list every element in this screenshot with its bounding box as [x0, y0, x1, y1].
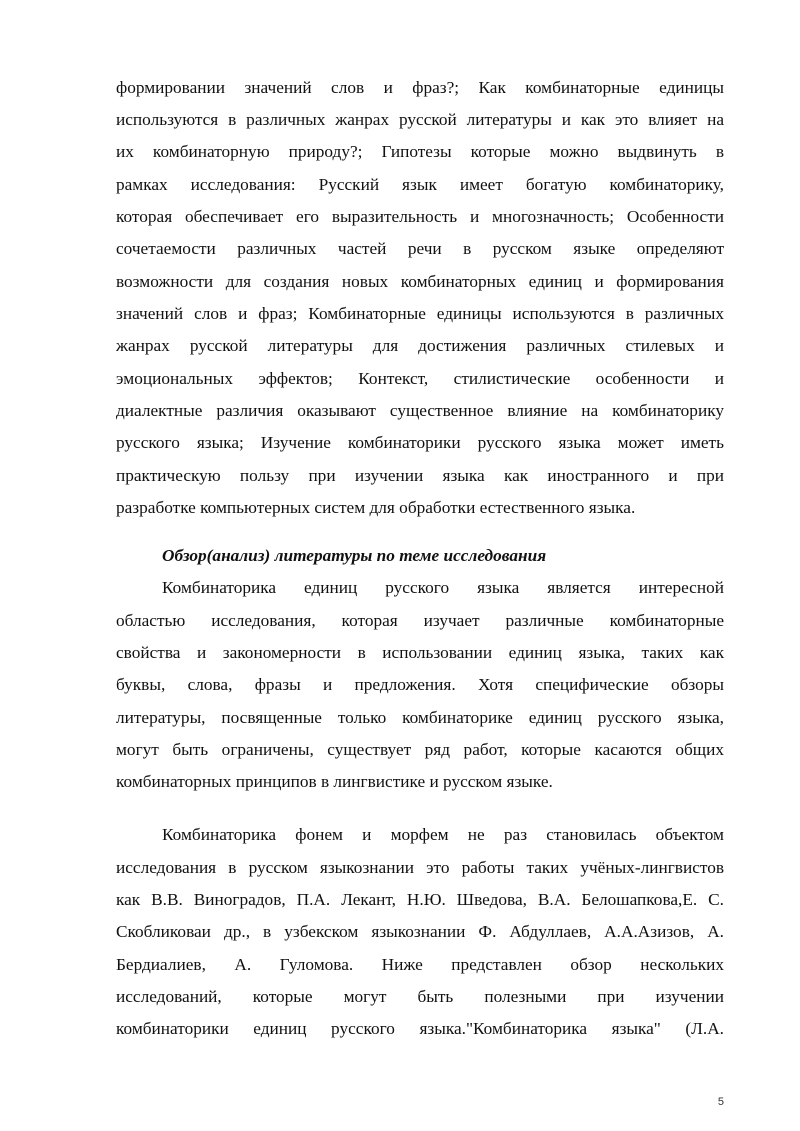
paragraph-line: исследования в русском языкознании это работы таких учёных-лингвистов: [116, 858, 724, 877]
paragraph-line: эмоциональных эффектов; Контекст, стилистические особенности и: [116, 369, 724, 388]
paragraph-line: Комбинаторика фонем и морфем не раз становилась объектом: [162, 825, 724, 844]
paragraph-line: свойства и закономерности в использовании единиц языка, таких как: [116, 643, 724, 662]
paragraph-line: формировании значений слов и фраз?; Как комбинаторные единицы: [116, 78, 724, 97]
paragraph-line: практическую пользу при изучении языка как иностранного и при: [116, 466, 724, 485]
paragraph-line: комбинаторных принципов в лингвистике и русском языке.: [116, 772, 553, 791]
paragraph-line: возможности для создания новых комбинаторных единиц и формирования: [116, 272, 724, 291]
paragraph-line: рамках исследования: Русский язык имеет богатую комбинаторику,: [116, 175, 724, 194]
paragraph-line: значений слов и фраз; Комбинаторные единицы используются в различных: [116, 304, 724, 323]
paragraph-line: исследований, которые могут быть полезными при изучении: [116, 987, 724, 1006]
paragraph-line: Скобликоваи др., в узбекском языкознании Ф. Абдуллаев, А.А.Азизов, А.: [116, 922, 724, 941]
paragraph-line: буквы, слова, фразы и предложения. Хотя специфические обзоры: [116, 675, 724, 694]
paragraph-line: могут быть ограничены, существует ряд работ, которые касаются общих: [116, 740, 724, 759]
paragraph-line: литературы, посвященные только комбинаторике единиц русского языка,: [116, 708, 724, 727]
paragraph-line: русского языка; Изучение комбинаторики русского языка может иметь: [116, 433, 724, 452]
paragraph-line: областью исследования, которая изучает различные комбинаторные: [116, 611, 724, 630]
paragraph-line: жанрах русской литературы для достижения различных стилевых и: [116, 336, 724, 355]
paragraph-line: разработке компьютерных систем для обработки естественного языка.: [116, 498, 636, 517]
paragraph-line: их комбинаторную природу?; Гипотезы которые можно выдвинуть в: [116, 142, 724, 161]
paragraph-line: Бердиалиев, А. Гуломова. Ниже представлен обзор нескольких: [116, 955, 724, 974]
paragraph-line: комбинаторики единиц русского языка."Комбинаторика языка" (Л.А.: [116, 1019, 724, 1038]
paragraph-line: сочетаемости различных частей речи в русском языке определяют: [116, 239, 724, 258]
page-number: 5: [717, 1096, 724, 1108]
section-heading: Обзор(анализ) литературы по теме исследования: [162, 546, 547, 565]
paragraph-line: диалектные различия оказывают существенное влияние на комбинаторику: [116, 401, 724, 420]
paragraph-line: используются в различных жанрах русской литературы и как это влияет на: [116, 110, 724, 129]
paragraph-line: Комбинаторика единиц русского языка является интересной: [162, 578, 724, 597]
paragraph-line: которая обеспечивает его выразительность и многозначность; Особенности: [116, 207, 724, 226]
paragraph-line: как В.В. Виноградов, П.А. Лекант, Н.Ю. Шведова, В.А. Белошапкова,Е. С.: [116, 890, 724, 909]
